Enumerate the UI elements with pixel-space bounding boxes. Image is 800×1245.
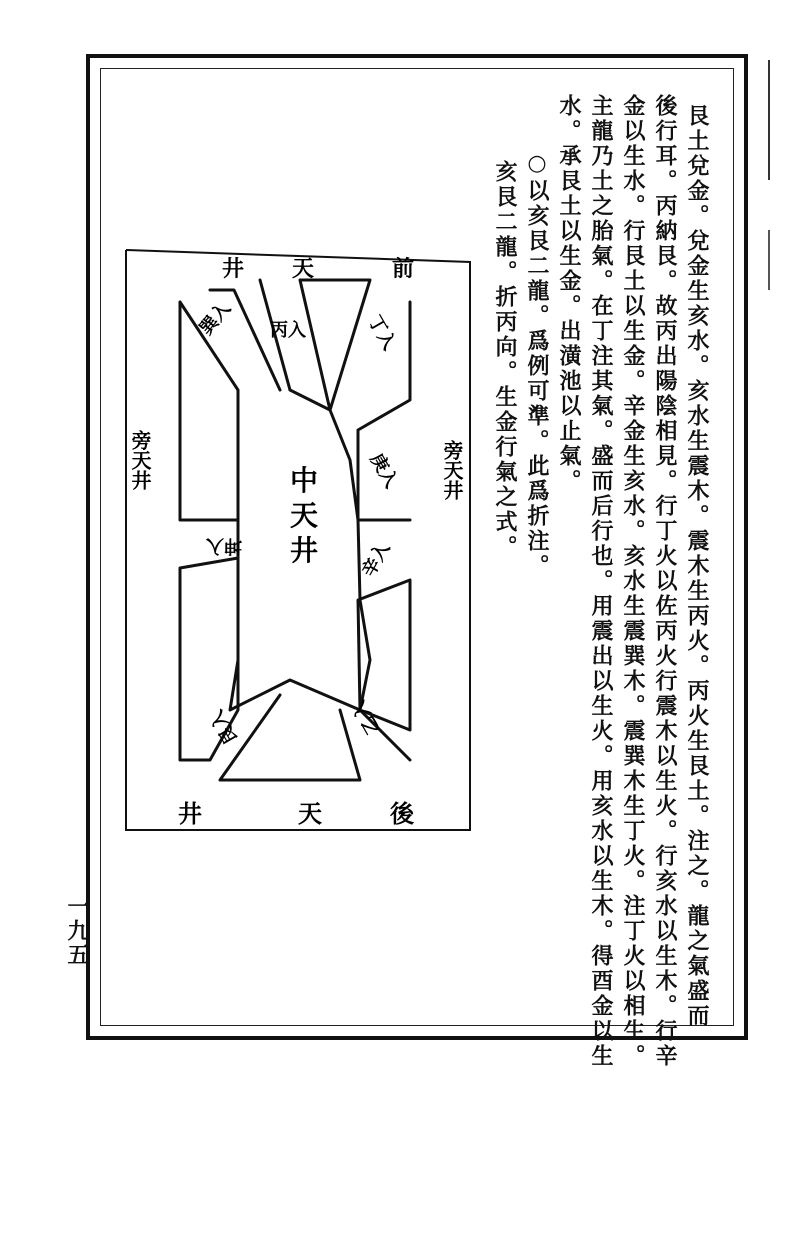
center-label-tian: 天 — [290, 499, 319, 532]
right-side-label: 旁天井 — [440, 440, 464, 500]
bottom-label-jing: 井 — [178, 799, 202, 828]
text-column-7: 亥艮二龍。折丙向。生金行氣之式。 — [492, 160, 518, 560]
channel-label-yi: 乙入 — [348, 696, 385, 738]
top-label-tian: 天 — [292, 256, 315, 282]
text-column-3: 金以生水。行艮土以生金。辛金生亥水。亥水生震巽木。震巽木生丁火。注丁火以相生。 — [620, 94, 646, 1069]
channel-ding-top — [300, 280, 370, 410]
page-edge-mark — [768, 60, 770, 180]
center-label-jing: 井 — [290, 534, 319, 567]
page-number: 一九五 — [64, 895, 90, 967]
text-column-1: 艮土兌金。兌金生亥水。亥水生震木。震木生丙火。丙火生艮土。注之。龍之氣盛而 — [684, 104, 710, 1029]
bottom-label-tian: 天 — [298, 799, 322, 828]
text-column-6: ○以亥艮二龍。爲例可準。此爲折注。 — [524, 150, 550, 579]
top-label-jing: 井 — [222, 256, 245, 282]
channel-label-kun: 坤入 — [206, 535, 242, 556]
channel-label-gen: 艮入 — [206, 706, 243, 748]
center-label-zhong: 中 — [290, 464, 319, 497]
text-column-2: 後行耳。丙納艮。故丙出陽陰相見。行丁火以佐丙火行震木以生火。行亥水以生木。行辛 — [652, 94, 678, 1069]
channel-label-xun: 巽入 — [195, 298, 235, 340]
top-label-qian: 前 — [392, 256, 415, 282]
text-column-5: 水。承艮土以生金。出潢池以止氣。 — [556, 94, 582, 494]
channel-label-geng: 庚入 — [365, 450, 402, 492]
water-channel-diagram — [110, 240, 480, 840]
channel-label-ding: 丁入 — [363, 312, 400, 354]
left-side-label: 旁天井 — [128, 430, 152, 490]
text-column-4: 主龍乃土之胎氣。在丁注其氣。盛而后行也。用震出以生火。用亥水以生木。得酉金以生 — [588, 94, 614, 1069]
channel-label-xin: 辛入 — [358, 538, 395, 581]
page-edge-mark — [768, 230, 770, 290]
channel-label-bing: 丙入 — [270, 320, 306, 341]
bottom-label-hou: 後 — [390, 799, 414, 828]
